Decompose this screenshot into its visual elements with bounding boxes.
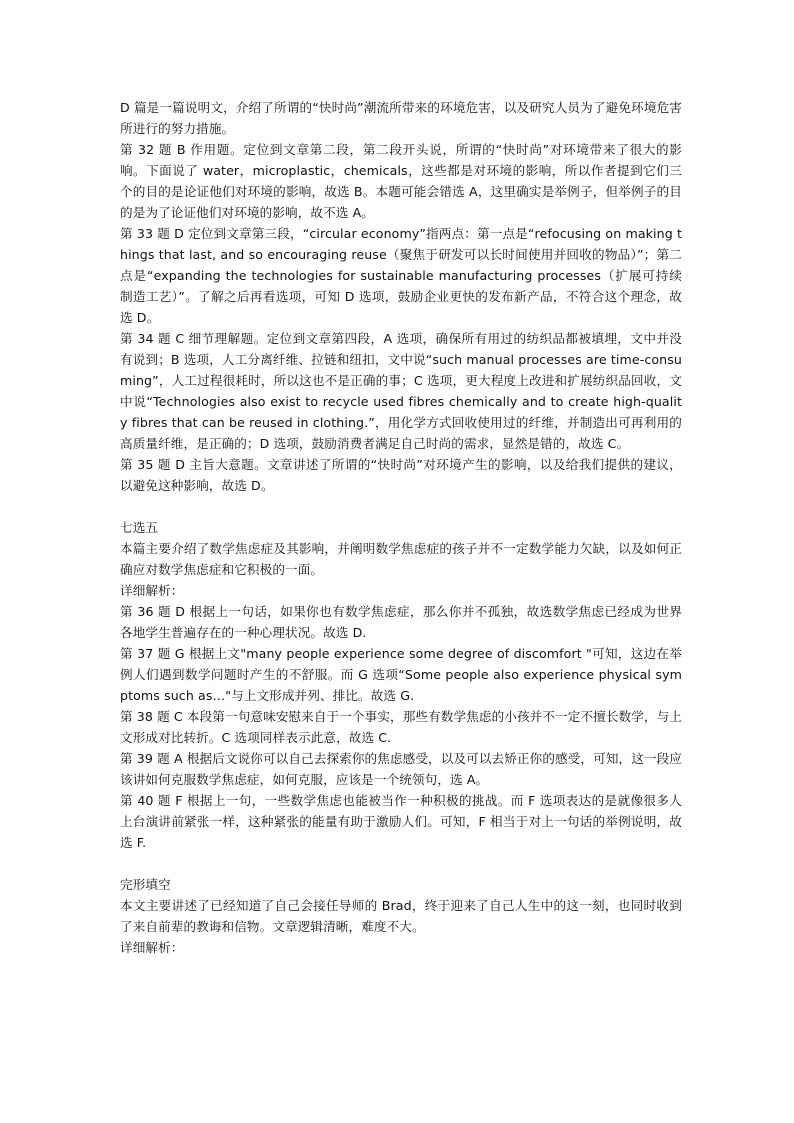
answer-q33: 第 33 题 D 定位到文章第三段，“circular economy”指两点：第一点是“refocusing on making things that last, and so encouraging reuse（聚焦于研发可以长时间使用并回收的物品）”；第二点是“expanding the technologies for sustainable manufacturing processes（扩展可持续制造工艺）”。了解之后再看选项，可知 D 选项，鼓励企业更快的发布新产品，不符合这个理念，故选 D。 — [120, 226, 682, 325]
seven-five-detail-label: 详细解析： — [120, 583, 184, 598]
answer-q32: 第 32 题 B 作用题。定位到文章第二段，第二段开头说，所谓的“快时尚”对环境带来了很大的影响。下面说了 water，microplastic，chemicals，这些都是对环境的影响，所以作者提到它们三个的目的是论证他们对环境的影响，故选 B。本题可能会错选 A，这里确实是举例子，但举例子的目的是为了论证他们对环境的影响，故不选 A。 — [120, 142, 682, 220]
answer-q34: 第 34 题 C 细节理解题。定位到文章第四段，A 选项，确保所有用过的纺织品都被填埋，文中并没有说到；B 选项，人工分离纤维、拉链和纽扣，文中说“such manual processes are time-consuming”，人工过程很耗时，所以这也不是正确的事；C 选项，更大程度上改进和扩展纺织品回收，文中说“Technologies also exist to recycle used fibres chemically and to create high-quality fibres that can be reused in clothing.”，用化学方式回收使用过的纤维，并制造出可再利用的高质量纤维，是正确的；D 选项，鼓励消费者满足自己时尚的需求，显然是错的，故选 C。 — [120, 331, 682, 451]
answer-q40: 第 40 题 F 根据上一句，一些数学焦虑也能被当作一种积极的挑战。而 F 选项表达的是就像很多人上台演讲前紧张一样，这种紧张的能量有助于激励人们。可知，F 相当于对上一句话的举例说明，故选 F. — [120, 793, 682, 850]
answer-q37: 第 37 题 G 根据上文"many people experience some degree of discomfort "可知，这边在举例人们遇到数学问题时产生的不舒服。而 G 选项“Some people also experience physical symptoms such as…"与上文形成并列、排比。故选 G. — [120, 646, 682, 703]
answer-q35: 第 35 题 D 主旨大意题。文章讲述了所谓的“快时尚”对环境产生的影响，以及给我们提供的建议，以避免这种影响，故选 D。 — [120, 457, 682, 493]
answer-q36: 第 36 题 D 根据上一句话，如果你也有数学焦虑症，那么你并不孤独，故选数学焦虑已经成为世界各地学生普遍存在的一种心理状况。故选 D. — [120, 604, 682, 640]
document-page — [120, 97, 682, 958]
cloze-detail-label: 详细解析： — [120, 940, 184, 955]
answer-q38: 第 38 题 C 本段第一句意味安慰来自于一个事实，那些有数学焦虑的小孩并不一定不擅长数学，与上文形成对比转折。C 选项同样表示此意，故选 C. — [120, 709, 682, 745]
passage-d-intro: D 篇是一篇说明文，介绍了所谓的“快时尚”潮流所带来的环境危害，以及研究人员为了避免环境危害所进行的努力措施。 — [120, 100, 682, 136]
section-gap — [120, 853, 682, 874]
cloze-intro: 本文主要讲述了已经知道了自己会接任导师的 Brad，终于迎来了自己人生中的这一刻，也同时收到了来自前辈的教诲和信物。文章逻辑清晰，难度不大。 — [120, 898, 682, 934]
seven-five-intro: 本篇主要介绍了数学焦虑症及其影响，并阐明数学焦虑症的孩子并不一定数学能力欠缺，以及如何正确应对数学焦虑症和它积极的一面。 — [120, 541, 682, 577]
seven-five-heading: 七选五 — [120, 520, 159, 535]
answer-q39: 第 39 题 A 根据后文说你可以自己去探索你的焦虑感受，以及可以去矫正你的感受，可知，这一段应该讲如何克服数学焦虑症，如何克服，应该是一个统领句，选 A。 — [120, 751, 682, 787]
cloze-heading: 完形填空 — [120, 877, 171, 892]
section-gap — [120, 496, 682, 517]
